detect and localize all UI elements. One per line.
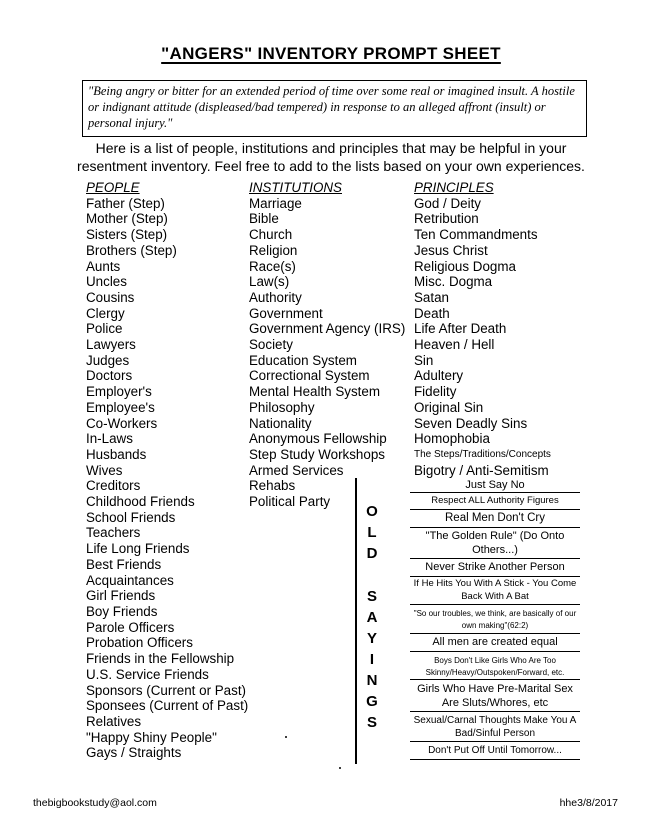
old-sayings-letter: D xyxy=(366,545,378,562)
principle-item: Original Sin xyxy=(414,399,484,415)
people-item: Sponsees (Current of Past) xyxy=(86,698,249,714)
intro-line: Here is a list of people, institutions and principles that may be helpful in your xyxy=(95,140,567,156)
people-item: Best Friends xyxy=(86,556,162,572)
people-item: Clergy xyxy=(86,305,125,321)
principle-item: Seven Deadly Sins xyxy=(414,415,528,431)
institution-item: Armed Services xyxy=(249,462,344,478)
people-item: In-Laws xyxy=(86,431,133,447)
intro-line: resentment inventory. Feel free to add to the lists based on your own experiences. xyxy=(77,158,585,174)
speck-mark xyxy=(285,736,287,738)
institution-item: Government Agency (IRS) xyxy=(249,321,406,337)
people-item: Uncles xyxy=(86,274,127,290)
institution-item: Society xyxy=(249,337,293,353)
institution-item: Correctional System xyxy=(249,368,370,384)
principle-item: Fidelity xyxy=(414,384,457,400)
institution-item: Race(s) xyxy=(249,258,296,274)
saying-item: Girls Who Have Pre-Marital Sex Are Sluts/Whores, etc xyxy=(410,681,580,712)
institution-item: Rehabs xyxy=(249,478,296,494)
people-item: Wives xyxy=(86,462,123,478)
old-sayings-letter: L xyxy=(367,524,377,541)
saying-item: Never Strike Another Person xyxy=(410,560,580,577)
institution-item: Church xyxy=(249,227,293,243)
old-sayings-letter: S xyxy=(366,588,377,605)
people-item: Employer's xyxy=(86,384,152,400)
footer-email: thebigbookstudy@aol.com xyxy=(33,797,157,809)
principle-item: Ten Commandments xyxy=(414,227,538,243)
old-sayings-letter: Y xyxy=(366,630,377,647)
principle-item: Heaven / Hell xyxy=(414,337,495,353)
institution-item: Mental Health System xyxy=(249,384,380,400)
institution-item: Law(s) xyxy=(249,274,290,290)
people-item: Life Long Friends xyxy=(86,541,190,557)
saying-item: Don't Put Off Until Tomorrow... xyxy=(410,743,580,760)
old-sayings-letter: S xyxy=(366,714,377,731)
institution-item: Government xyxy=(249,305,323,321)
people-item: Boy Friends xyxy=(86,603,158,619)
institution-item: Philosophy xyxy=(249,399,315,415)
saying-item: If He Hits You With A Stick - You Come Back With A Bat xyxy=(410,578,580,605)
old-sayings-letter: O xyxy=(366,503,378,520)
institutions-column xyxy=(249,180,405,510)
saying-item: All men are created equal xyxy=(410,635,580,652)
principle-item: God / Deity xyxy=(414,195,481,211)
saying-item: Sexual/Carnal Thoughts Make You A Bad/Sinful Person xyxy=(410,713,580,742)
people-item: Acquaintances xyxy=(86,572,174,588)
saying-item: Real Men Don't Cry xyxy=(410,511,580,528)
institution-item: Anonymous Fellowship xyxy=(249,431,387,447)
institution-item: Marriage xyxy=(249,195,302,211)
people-heading: PEOPLE xyxy=(86,180,140,195)
principle-item: Jesus Christ xyxy=(414,242,488,258)
people-item: U.S. Service Friends xyxy=(86,666,209,682)
principle-item: Religious Dogma xyxy=(414,258,516,274)
people-item: Friends in the Fellowship xyxy=(86,651,235,667)
institution-item: Political Party xyxy=(249,494,331,510)
saying-item: Respect ALL Authority Figures xyxy=(410,494,580,510)
people-item: Creditors xyxy=(86,478,141,494)
people-item: Lawyers xyxy=(86,337,136,353)
speck-mark xyxy=(339,767,341,769)
sayings-divider xyxy=(355,478,357,764)
institutions-heading: INSTITUTIONS xyxy=(249,180,342,195)
people-item: Sisters (Step) xyxy=(86,227,168,243)
people-item: Childhood Friends xyxy=(86,494,195,510)
people-item: Gays / Straights xyxy=(86,745,182,761)
principle-item: Death xyxy=(414,305,450,321)
people-item: Brothers (Step) xyxy=(86,242,177,258)
people-item: Teachers xyxy=(86,525,141,541)
principle-item: Bigotry / Anti-Semitism xyxy=(414,462,549,478)
old-sayings-letter: A xyxy=(366,609,378,626)
principle-item: Retribution xyxy=(414,211,479,227)
people-item: Co-Workers xyxy=(86,415,158,431)
institution-item: Step Study Workshops xyxy=(249,446,385,462)
people-item: Police xyxy=(86,321,123,337)
intro-text xyxy=(0,139,662,175)
people-item: Judges xyxy=(86,352,130,368)
people-item: Mother (Step) xyxy=(86,211,168,227)
principle-item: Misc. Dogma xyxy=(414,274,493,290)
principle-item: Adultery xyxy=(414,368,464,384)
principle-item: Homophobia xyxy=(414,431,490,447)
old-sayings-letter: G xyxy=(366,693,378,710)
people-item: Employee's xyxy=(86,399,155,415)
old-sayings-letter: N xyxy=(366,672,378,689)
people-item: Doctors xyxy=(86,368,133,384)
people-column xyxy=(86,180,248,761)
people-item: School Friends xyxy=(86,509,176,525)
institution-item: Bible xyxy=(249,211,279,227)
page-title: "ANGERS" INVENTORY PROMPT SHEET xyxy=(161,44,501,63)
people-item: "Happy Shiny People" xyxy=(86,729,217,745)
principles-column xyxy=(414,180,551,478)
saying-item: "The Golden Rule" (Do Onto Others...) xyxy=(410,529,580,559)
people-item: Sponsors (Current or Past) xyxy=(86,682,247,698)
footer-date: hhe3/8/2017 xyxy=(559,797,618,809)
definition-box: "Being angry or bitter for an extended period of time over some real or imagined insult. A hostile or indignant attitude (displeased/bad tempered) in response to an alleged affront (insult) or personal injury." xyxy=(82,80,587,137)
people-item: Cousins xyxy=(86,289,135,305)
principle-item: Life After Death xyxy=(414,321,507,337)
institution-item: Religion xyxy=(249,242,298,258)
principle-item: Sin xyxy=(414,352,434,368)
people-item: Parole Officers xyxy=(86,619,175,635)
people-item: Relatives xyxy=(86,713,142,729)
saying-item: Just Say No xyxy=(410,478,580,493)
institution-item: Authority xyxy=(249,289,302,305)
people-item: Father (Step) xyxy=(86,195,165,211)
people-item: Aunts xyxy=(86,258,121,274)
old-sayings-letter: I xyxy=(369,651,375,668)
institution-item: Nationality xyxy=(249,415,312,431)
saying-item: Boys Don't Like Girls Who Are Too Skinny/Heavy/Outspoken/Forward, etc. xyxy=(410,653,580,680)
people-item: Girl Friends xyxy=(86,588,156,604)
people-item: Probation Officers xyxy=(86,635,193,651)
people-item: Husbands xyxy=(86,446,147,462)
institution-item: Education System xyxy=(249,352,357,368)
principle-item: Satan xyxy=(414,289,449,305)
saying-item: "So our troubles, we think, are basically of our own making"(62:2) xyxy=(410,606,580,634)
principle-item: The Steps/Traditions/Concepts xyxy=(414,448,551,460)
principles-heading: PRINCIPLES xyxy=(414,180,494,195)
